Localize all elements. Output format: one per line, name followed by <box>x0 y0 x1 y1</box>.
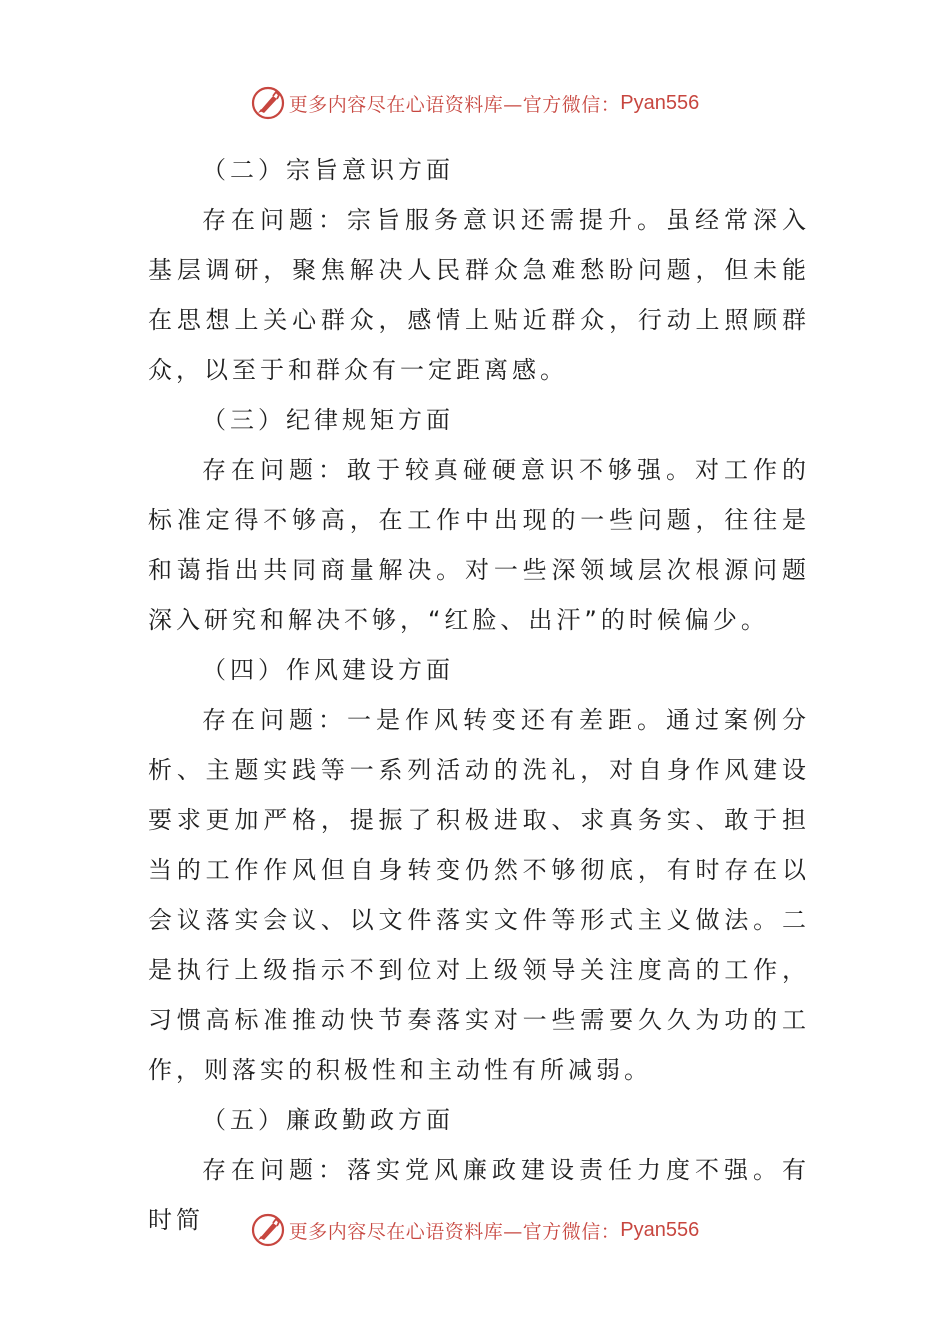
banner-text: 更多内容尽在心语资料库—官方微信： <box>288 1220 621 1243</box>
pen-logo-icon <box>251 1213 285 1247</box>
section-heading: （四）作风建设方面 <box>202 656 454 684</box>
section-heading: （二）宗旨意识方面 <box>202 156 454 184</box>
section-body: 存在问题：宗旨服务意识还需提升。虽经常深入基层调研，聚焦解决人民群众急难愁盼问题，但未能在思想上关心群众，感情上贴近群众，行动上照顾群众，以至于和群众有一定距离感。 <box>148 206 810 384</box>
header-banner <box>0 83 950 123</box>
section-heading: （五）廉政勤政方面 <box>202 1106 454 1134</box>
banner-text: 更多内容尽在心语资料库—官方微信： <box>288 93 621 116</box>
section-body: 存在问题：敢于较真碰硬意识不够强。对工作的标准定得不够高，在工作中出现的一些问题，往往是和蔼指出共同商量解决。对一些深领域层次根源问题深入研究和解决不够，“红脸、出汗”的时候偏少。 <box>148 456 810 634</box>
footer-banner <box>0 1210 950 1250</box>
section-heading: （三）纪律规矩方面 <box>202 406 454 434</box>
section-body: 存在问题：一是作风转变还有差距。通过案例分析、主题实践等一系列活动的洗礼，对自身作风建设要求更加严格，提振了积极进取、求真务实、敢于担当的工作作风但自身转变仍然不够彻底，有时存在以会议落实会议、以文件落实文件等形式主义做法。二是执行上级指示不到位对上级领导关注度高的工作，习惯高标准推动快节奏落实对一些需要久久为功的工作，则落实的积极性和主动性有所减弱。 <box>148 706 810 1084</box>
banner-wechat-id: Pyan556 <box>620 91 700 114</box>
document-body <box>148 145 810 1245</box>
pen-logo-icon <box>251 86 285 120</box>
banner-wechat-id: Pyan556 <box>620 1218 700 1241</box>
section-body: 存在问题：落实党风廉政建设责任力度不强。有时简 <box>148 1156 810 1234</box>
